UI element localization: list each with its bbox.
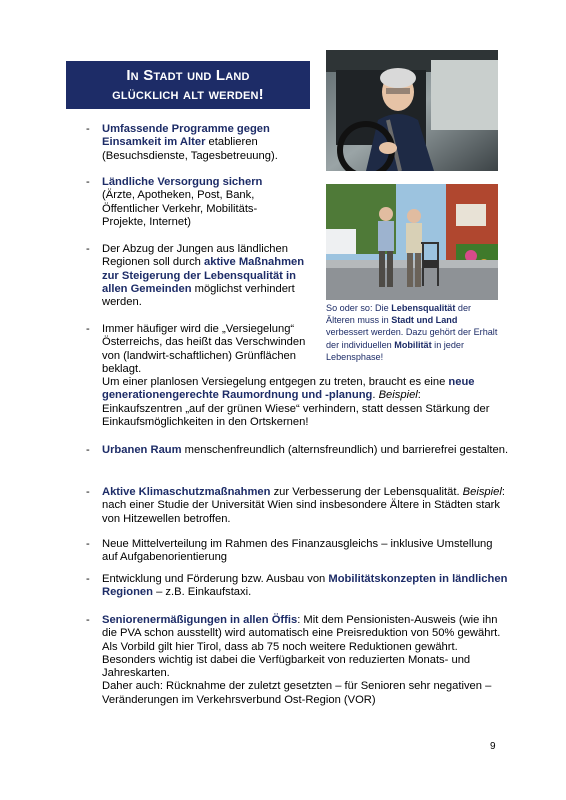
item-text: : Einkaufszentren „auf der grünen Wiese“ verhindern, statt dessen Stärkung der Einkaufsmöglichkeiten in den Ortskernen!: [102, 389, 490, 428]
item-text: etablieren (Besuchsdienste, Tagesbetreuung).: [102, 136, 278, 162]
item-text: : nach einer Studie der Universität Wien sind insbesondere Ältere in Städten stark von Hitzewellen betroffen.: [102, 486, 505, 525]
item-text: Der Abzug der Jungen aus ländlichen Regionen soll durch: [102, 243, 288, 269]
photo-senior-couple-walking-image: [326, 184, 498, 300]
item-paragraph-3: Daher auch: Rücknahme der zuletzt gesetzten – für Senioren sehr negativen – Veränderungen im Verkehrsverbund Ost-Region (VOR): [102, 680, 492, 706]
item-text: Entwicklung und Förderung bzw. Ausbau von: [102, 573, 329, 585]
list-dash: -: [86, 123, 90, 135]
item-text: Um einer planlosen Versiegelung entgegen zu treten, braucht es eine: [102, 376, 449, 388]
list-item: [86, 123, 316, 163]
title-line-2: glücklich alt werden!: [112, 86, 264, 103]
list-dash: -: [86, 573, 90, 585]
caption-text-4: in jeder Lebensphase!: [326, 339, 464, 362]
item-text: zur Verbesserung der Lebensqualität.: [270, 486, 463, 498]
list-dash: -: [86, 538, 90, 550]
item-highlight: Mobilitätskonzepten in ländlichen Regionen: [102, 573, 508, 599]
item-text: Immer häufiger wird die „Versiegelung“ Österreichs, das heißt das Verschwinden von (landwirt-schaftlichen) Grünflächen beklagt.: [102, 323, 306, 375]
list-item-continuation: [102, 376, 502, 429]
list-dash: -: [86, 486, 90, 498]
page-number: 9: [490, 741, 496, 752]
list-item: [86, 176, 296, 229]
caption-text-3: verbessert werden. Dazu gehört der Erhalt der individuellen: [326, 327, 498, 350]
item-highlight: Aktive Klimaschutzmaßnahmen: [102, 486, 271, 498]
caption-text-1: So oder so: Die: [326, 303, 392, 313]
title-line-1: In Stadt und Land: [126, 67, 250, 84]
list-item: [86, 444, 510, 457]
list-item: [86, 614, 510, 707]
item-highlight: Ländliche Versorgung sichern: [102, 176, 263, 188]
item-highlight: Umfassende Programme gegen Einsamkeit im Alter: [102, 123, 270, 149]
item-text: : Mit dem Pensionisten-Ausweis (wie ihn die PVA schon ausstellt) wird automatisch eine Preisreduktion von 50% gewährt.: [102, 614, 501, 640]
item-paragraph-1: [102, 614, 510, 641]
list-item: [86, 486, 510, 526]
item-paragraph-2: Als Vorbild gilt hier Tirol, dass ab 75 noch weitere Reduktionen gewährt. Besonders wichtig ist dabei die Verfügbarkeit von reduzierten Monats- und Jahreskarten.: [102, 640, 471, 680]
item-italic: Beispiel: [378, 389, 418, 402]
list-dash: -: [86, 614, 90, 626]
caption-highlight-2: Stadt und Land: [391, 315, 458, 326]
page-title: [66, 61, 310, 109]
list-item: [86, 538, 510, 565]
item-highlight: aktive Maßnahmen zur Steigerung der Lebensqualität in allen Gemeinden: [102, 256, 305, 295]
item-highlight: Seniorenermäßigungen in allen Öffis: [102, 614, 298, 626]
item-text: möglichst verhindert werden.: [102, 282, 295, 309]
photo-senior-driving: [326, 50, 498, 171]
item-text: (Ärzte, Apotheken, Post, Bank, Öffentlicher Verkehr, Mobilitäts-Projekte, Internet): [102, 189, 258, 228]
caption-highlight-1: Lebensqualität: [391, 303, 456, 313]
item-highlight: Urbanen Raum: [102, 444, 182, 456]
item-highlight: neue generationengerechte Raumordnung und -planung: [102, 376, 475, 402]
item-text: – z.B. Einkaufstaxi.: [152, 586, 252, 599]
photo-senior-couple-walking: [326, 184, 498, 300]
list-item: [86, 243, 312, 309]
item-text: menschenfreundlich (alternsfreundlich) und barrierefrei gestalten.: [181, 444, 509, 456]
list-item: [86, 323, 310, 376]
photo-caption: [326, 302, 502, 363]
list-dash: -: [86, 243, 90, 255]
caption-text-2: der Älteren muss in: [326, 303, 472, 326]
list-dash: -: [86, 323, 90, 335]
list-dash: -: [86, 176, 90, 188]
item-italic: Beispiel: [462, 486, 502, 498]
item-text: .: [372, 389, 379, 402]
list-dash: -: [86, 444, 90, 456]
photo-senior-driving-image: [326, 50, 498, 171]
item-text: Neue Mittelverteilung im Rahmen des Finanzausgleichs – inklusive Umstellung auf Aufgabenorientierung: [102, 538, 493, 564]
list-item: [86, 573, 510, 600]
caption-highlight-3: Mobilität: [394, 339, 432, 350]
